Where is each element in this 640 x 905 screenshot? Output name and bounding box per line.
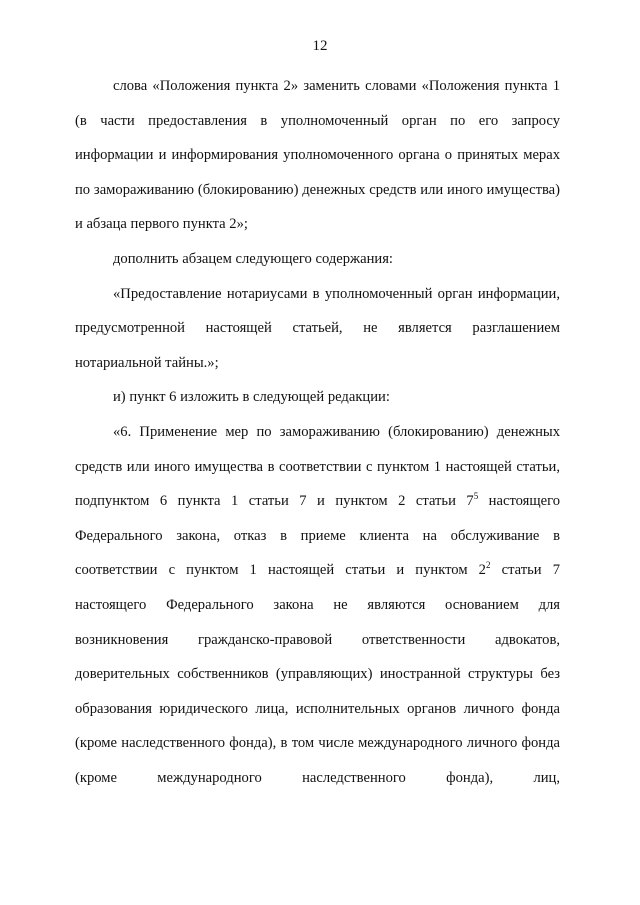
paragraph-text: дополнить абзацем следующего содержания: <box>113 250 393 267</box>
paragraph-text: и) пункт 6 изложить в следующей редакции: <box>113 389 390 406</box>
superscript-index: 5 <box>473 491 479 502</box>
paragraph-3 <box>75 277 560 381</box>
paragraph-1 <box>75 69 560 242</box>
paragraph-text: «Предоставление нотариусами в уполномоченный орган информации, предусмотренной настоящей статьей, не является разглашением нотариальной тайны.»; <box>75 285 560 371</box>
document-body <box>75 69 560 795</box>
paragraph-text: статьи 7 настоящего Федерального закона не являются основанием для возникновения гражданско-правовой ответственности адвокатов, доверительных собственников (управляющих) иностранной структуры без образования юридического лица, исполнительных органов личного фонда (кроме наследственного фонда), в том числе международного личного фонда (кроме международного наследственного фонда), лиц, <box>75 562 560 786</box>
paragraph-2 <box>75 242 560 277</box>
superscript-index: 2 <box>485 560 491 571</box>
paragraph-5 <box>75 415 560 796</box>
paragraph-text: «6. Применение мер по замораживанию (блокированию) денежных средств или иного имущества в соответствии с пунктом 1 настоящей статьи, подпунктом 6 пункта 1 статьи 7 и пунктом 2 статьи 7 <box>75 423 560 510</box>
paragraph-4 <box>75 380 560 415</box>
paragraph-text: слова «Положения пункта 2» заменить словами «Положения пункта 1 (в части предоставления в уполномоченный орган по его запросу информации и информирования уполномоченного органа о принятых мерах по замораживанию (блокированию) денежных средств или иного имущества) и абзаца первого пункта 2»; <box>75 78 560 233</box>
page-number: 12 <box>312 38 328 54</box>
paragraph-text: настоящего Федерального закона, отказ в приеме клиента на обслуживание в соответствии с пунктом 1 настоящей статьи и пунктом 2 <box>75 493 560 579</box>
